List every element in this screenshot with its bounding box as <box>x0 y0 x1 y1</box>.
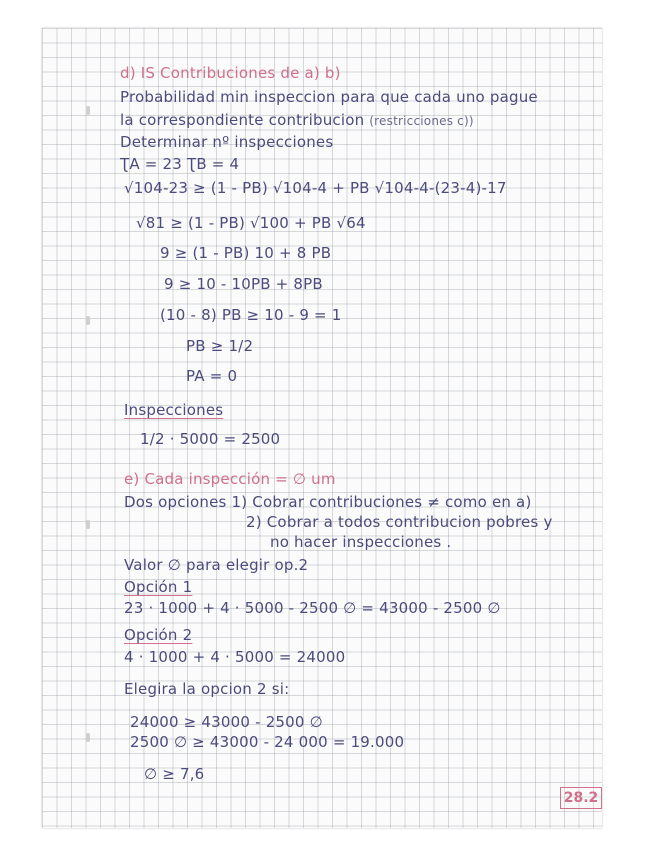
math-line: ƮA = 23 ƮB = 4 <box>120 155 240 173</box>
inspecciones-heading: Inspecciones <box>124 401 224 419</box>
text-line: Probabilidad min inspeccion para que cada uno pague <box>120 88 538 106</box>
binder-hole <box>86 733 90 742</box>
opcion2-heading: Opción 2 <box>124 626 193 644</box>
math-line: 24000 ≥ 43000 - 2500 ∅ <box>130 713 323 731</box>
text-line <box>120 111 474 129</box>
text-line: Elegira la opcion 2 si: <box>124 680 290 698</box>
binder-hole <box>86 106 90 115</box>
text-fragment: la correspondiente contribucion <box>120 111 365 129</box>
math-line: √104-23 ≥ (1 - PB) √104-4 + PB √104-4-(23-4)-17 <box>124 179 507 197</box>
math-line: PA = 0 <box>186 367 238 385</box>
math-line: PB ≥ 1/2 <box>186 337 254 355</box>
math-line: (10 - 8) PB ≥ 10 - 9 = 1 <box>160 306 342 324</box>
section-d-title: d) IS Contribuciones de a) b) <box>120 64 341 82</box>
math-line: 2500 ∅ ≥ 43000 - 24 000 = 19.000 <box>130 733 405 751</box>
math-line: 9 ≥ 10 - 10PB + 8PB <box>164 275 323 293</box>
binder-hole <box>86 316 90 325</box>
math-line: √81 ≥ (1 - PB) √100 + PB √64 <box>136 214 366 232</box>
page-number: 28.2 <box>560 787 602 809</box>
section-e-title: e) Cada inspección = ∅ um <box>124 470 336 488</box>
text-line: 2) Cobrar a todos contribucion pobres y <box>246 513 553 531</box>
math-line: 23 · 1000 + 4 · 5000 - 2500 ∅ = 43000 - 2500 ∅ <box>124 599 501 617</box>
opcion1-heading: Opción 1 <box>124 578 193 596</box>
text-note: (restricciones c)) <box>369 114 474 128</box>
text-line: no hacer inspecciones . <box>270 533 452 551</box>
binder-hole <box>86 520 90 529</box>
math-line: 4 · 1000 + 4 · 5000 = 24000 <box>124 648 346 666</box>
math-line: ∅ ≥ 7,6 <box>144 765 205 783</box>
math-line: 9 ≥ (1 - PB) 10 + 8 PB <box>160 244 332 262</box>
math-line: 1/2 · 5000 = 2500 <box>140 430 281 448</box>
text-line: Determinar nº inspecciones <box>120 133 334 151</box>
text-line: Dos opciones 1) Cobrar contribuciones ≠ como en a) <box>124 493 532 511</box>
text-line: Valor ∅ para elegir op.2 <box>124 556 309 574</box>
